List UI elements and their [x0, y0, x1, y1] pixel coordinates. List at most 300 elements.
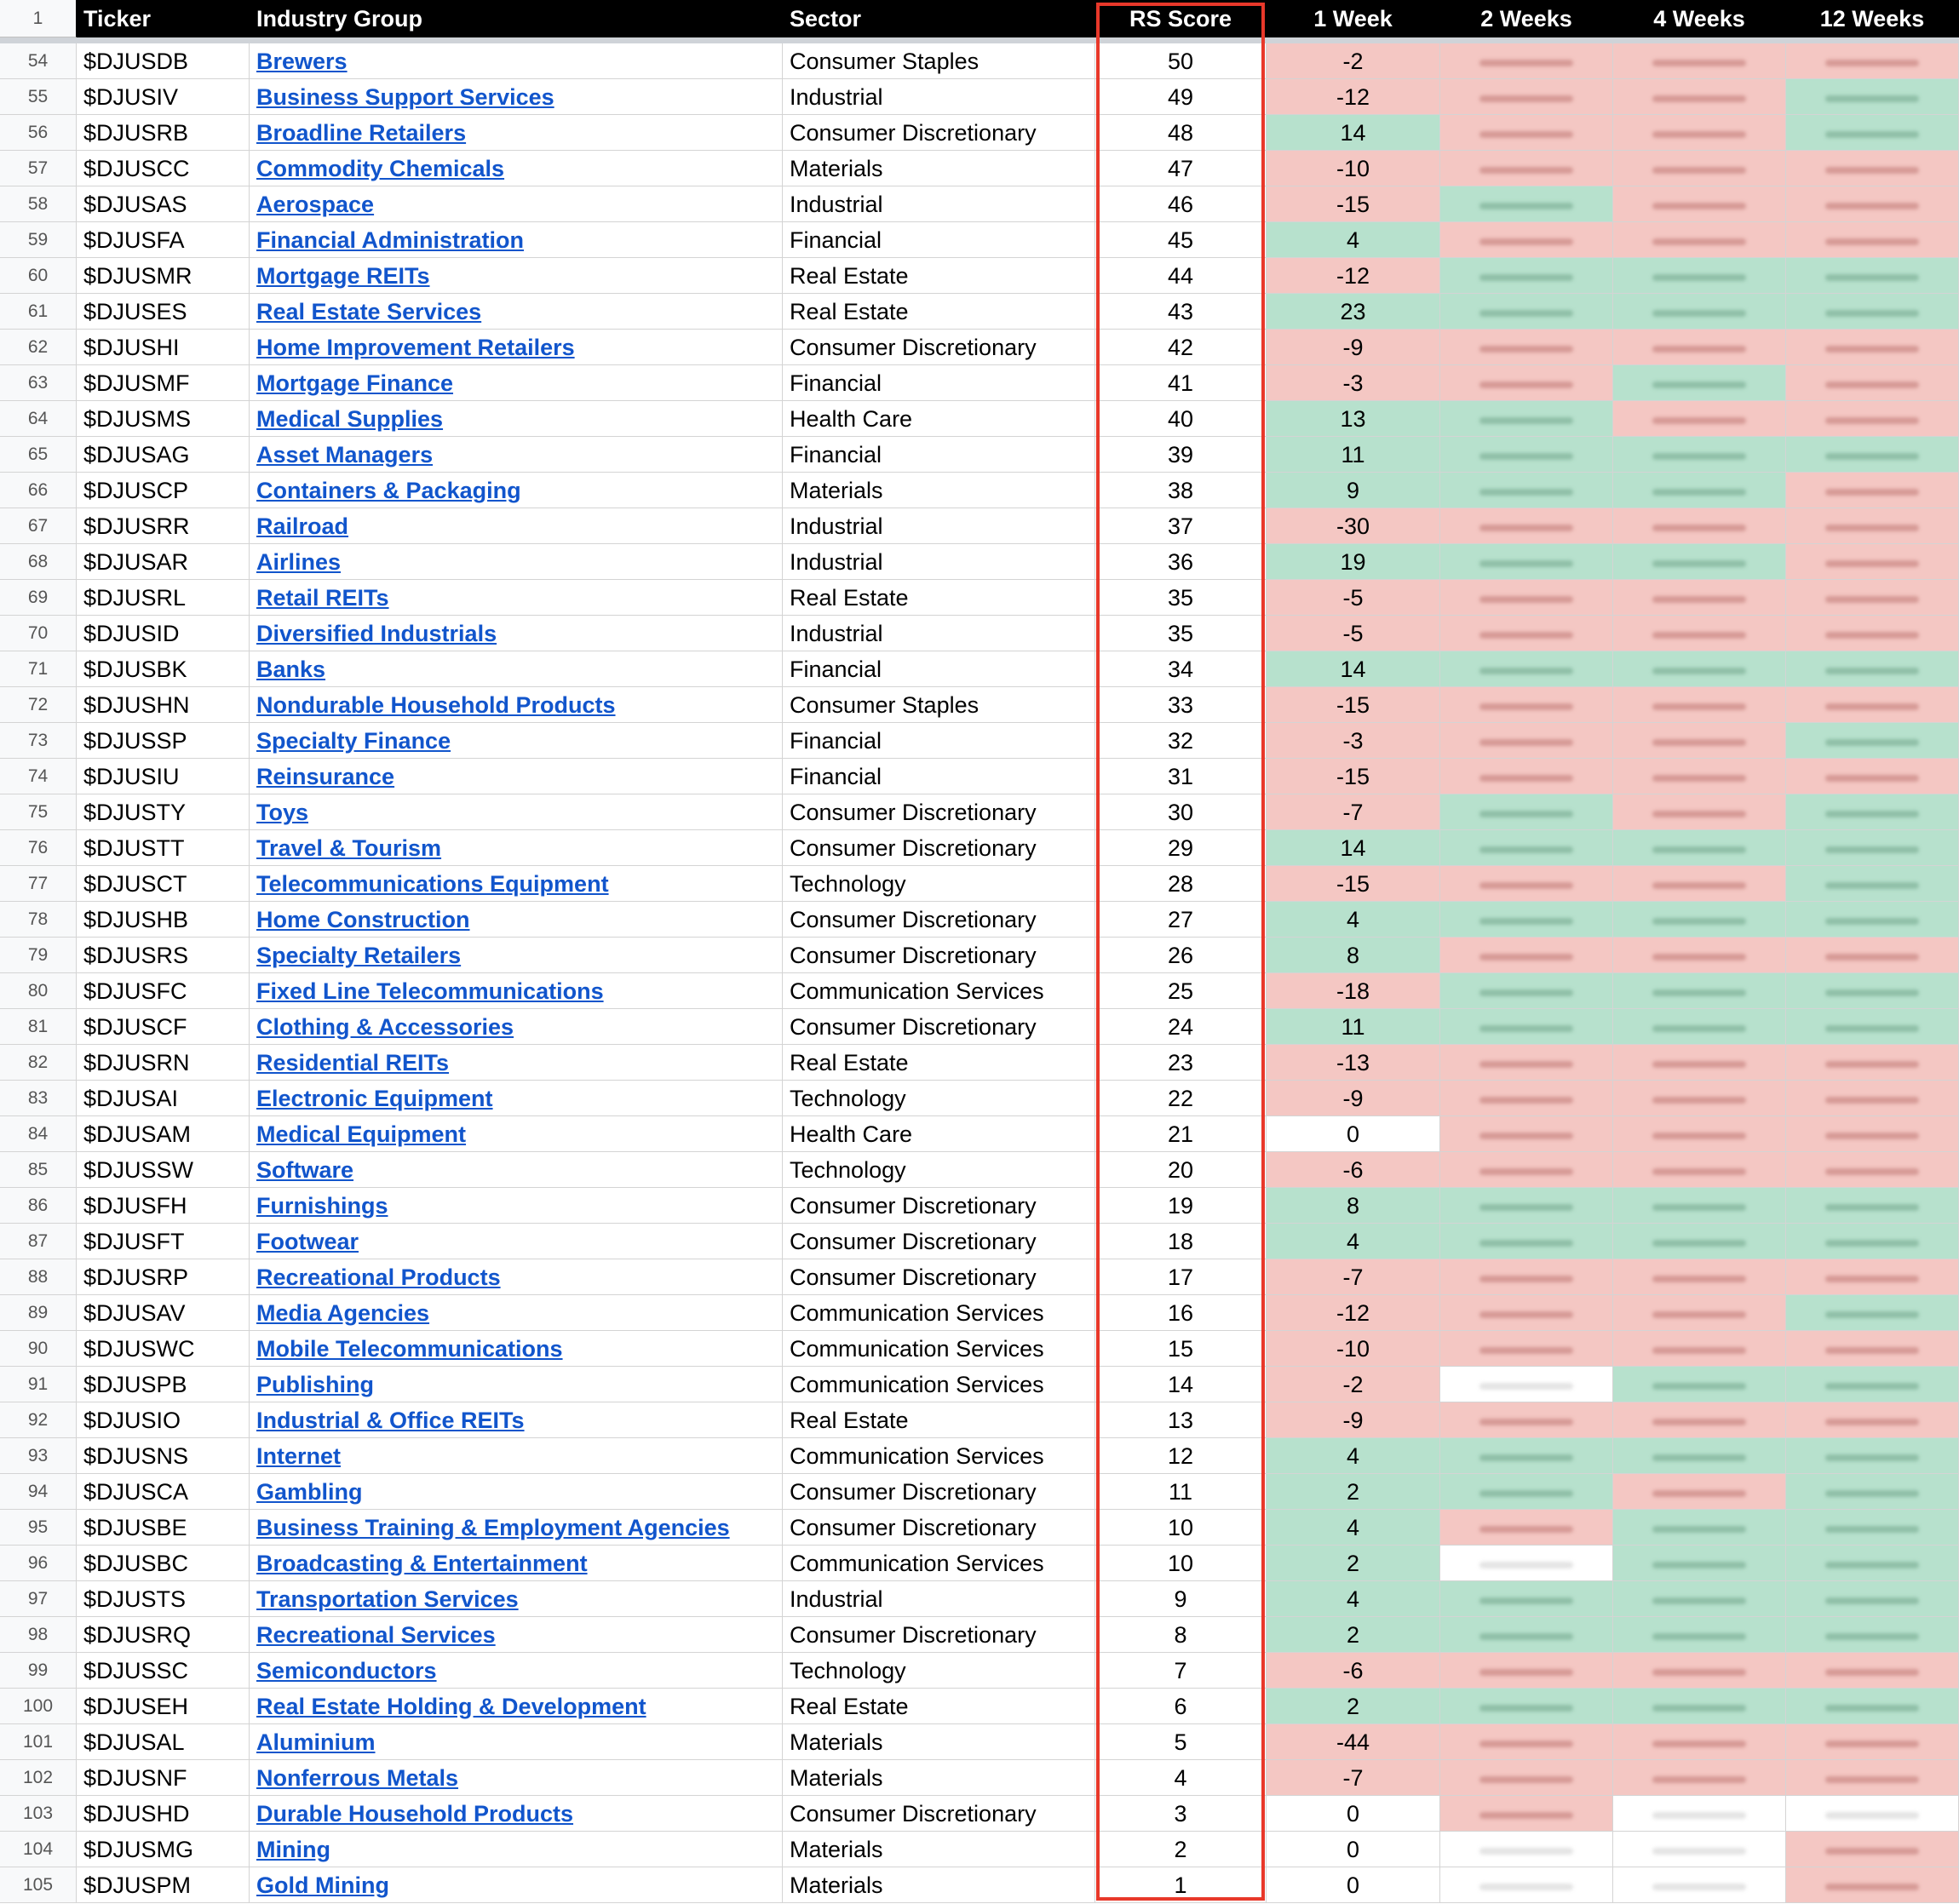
row-number[interactable]: 56 — [0, 115, 77, 151]
industry-group-cell[interactable] — [250, 687, 783, 723]
week4-change-cell[interactable] — [1613, 1331, 1786, 1367]
week1-change-cell[interactable]: 11 — [1267, 1009, 1440, 1045]
week4-change-cell[interactable] — [1613, 794, 1786, 830]
sector-cell[interactable]: Consumer Discretionary — [783, 1009, 1095, 1045]
row-number[interactable]: 94 — [0, 1474, 77, 1510]
rs-score-cell[interactable]: 5 — [1095, 1724, 1267, 1760]
week12-change-cell[interactable] — [1786, 330, 1959, 365]
industry-group-link[interactable]: Medical Equipment — [256, 1121, 467, 1147]
industry-group-cell[interactable] — [250, 1116, 783, 1152]
rs-score-cell[interactable]: 14 — [1095, 1367, 1267, 1402]
industry-group-cell[interactable] — [250, 1689, 783, 1724]
week4-change-cell[interactable] — [1613, 330, 1786, 365]
week1-change-cell[interactable]: -9 — [1267, 1081, 1440, 1116]
industry-group-link[interactable]: Reinsurance — [256, 764, 395, 789]
ticker-cell[interactable]: $DJUSCT — [77, 866, 250, 902]
week12-change-cell[interactable] — [1786, 401, 1959, 437]
week12-change-cell[interactable] — [1786, 1724, 1959, 1760]
week1-change-cell[interactable]: -12 — [1267, 1295, 1440, 1331]
row-number[interactable]: 98 — [0, 1617, 77, 1653]
sector-cell[interactable]: Consumer Discretionary — [783, 794, 1095, 830]
sector-cell[interactable]: Communication Services — [783, 1438, 1095, 1474]
week12-change-cell[interactable] — [1786, 508, 1959, 544]
week4-change-cell[interactable] — [1613, 401, 1786, 437]
industry-group-cell[interactable] — [250, 258, 783, 294]
week2-change-cell[interactable] — [1440, 902, 1613, 938]
ticker-cell[interactable]: $DJUSRB — [77, 115, 250, 151]
ticker-cell[interactable]: $DJUSBE — [77, 1510, 250, 1546]
ticker-cell[interactable]: $DJUSES — [77, 294, 250, 330]
ticker-cell[interactable]: $DJUSRR — [77, 508, 250, 544]
week1-change-cell[interactable]: -7 — [1267, 1760, 1440, 1796]
ticker-cell[interactable]: $DJUSNS — [77, 1438, 250, 1474]
week4-change-cell[interactable] — [1613, 580, 1786, 616]
rs-score-cell[interactable]: 25 — [1095, 973, 1267, 1009]
week2-change-cell[interactable] — [1440, 723, 1613, 759]
rs-score-cell[interactable]: 10 — [1095, 1546, 1267, 1581]
rs-score-cell[interactable]: 4 — [1095, 1760, 1267, 1796]
week12-change-cell[interactable] — [1786, 616, 1959, 651]
week2-change-cell[interactable] — [1440, 1295, 1613, 1331]
rs-score-cell[interactable]: 29 — [1095, 830, 1267, 866]
rs-score-cell[interactable]: 38 — [1095, 473, 1267, 508]
rs-score-cell[interactable]: 22 — [1095, 1081, 1267, 1116]
week1-change-cell[interactable]: -3 — [1267, 365, 1440, 401]
industry-group-link[interactable]: Banks — [256, 657, 326, 682]
week12-change-cell[interactable] — [1786, 723, 1959, 759]
ticker-cell[interactable]: $DJUSFC — [77, 973, 250, 1009]
week12-change-cell[interactable] — [1786, 115, 1959, 151]
industry-group-cell[interactable] — [250, 79, 783, 115]
sector-cell[interactable]: Consumer Discretionary — [783, 1259, 1095, 1295]
industry-group-cell[interactable] — [250, 1081, 783, 1116]
week1-change-cell[interactable]: -15 — [1267, 186, 1440, 222]
sector-cell[interactable]: Consumer Staples — [783, 43, 1095, 79]
week2-change-cell[interactable] — [1440, 79, 1613, 115]
industry-group-cell[interactable] — [250, 1832, 783, 1867]
week12-change-cell[interactable] — [1786, 1581, 1959, 1617]
ticker-cell[interactable]: $DJUSSC — [77, 1653, 250, 1689]
sector-cell[interactable]: Financial — [783, 651, 1095, 687]
sector-cell[interactable]: Consumer Discretionary — [783, 938, 1095, 973]
week1-change-cell[interactable]: -15 — [1267, 687, 1440, 723]
week1-change-cell[interactable]: -13 — [1267, 1045, 1440, 1081]
industry-group-cell[interactable] — [250, 830, 783, 866]
ticker-cell[interactable]: $DJUSAR — [77, 544, 250, 580]
week4-change-cell[interactable] — [1613, 1617, 1786, 1653]
sector-cell[interactable]: Technology — [783, 1152, 1095, 1188]
industry-group-cell[interactable] — [250, 1438, 783, 1474]
week4-change-cell[interactable] — [1613, 437, 1786, 473]
week12-change-cell[interactable] — [1786, 1009, 1959, 1045]
sector-cell[interactable]: Consumer Discretionary — [783, 902, 1095, 938]
ticker-cell[interactable]: $DJUSAS — [77, 186, 250, 222]
rs-score-cell[interactable]: 36 — [1095, 544, 1267, 580]
sector-cell[interactable]: Consumer Discretionary — [783, 830, 1095, 866]
week12-change-cell[interactable] — [1786, 1116, 1959, 1152]
industry-group-link[interactable]: Aluminium — [256, 1729, 376, 1755]
row-number[interactable]: 63 — [0, 365, 77, 401]
week4-change-cell[interactable] — [1613, 1367, 1786, 1402]
week1-change-cell[interactable]: 0 — [1267, 1832, 1440, 1867]
ticker-cell[interactable]: $DJUSRS — [77, 938, 250, 973]
week12-change-cell[interactable] — [1786, 1295, 1959, 1331]
week2-change-cell[interactable] — [1440, 294, 1613, 330]
ticker-cell[interactable]: $DJUSRQ — [77, 1617, 250, 1653]
week4-change-cell[interactable] — [1613, 79, 1786, 115]
ticker-cell[interactable]: $DJUSMF — [77, 365, 250, 401]
industry-group-link[interactable]: Home Improvement Retailers — [256, 335, 575, 360]
week4-change-cell[interactable] — [1613, 1689, 1786, 1724]
week12-change-cell[interactable] — [1786, 1081, 1959, 1116]
week1-change-cell[interactable]: -3 — [1267, 723, 1440, 759]
week4-change-cell[interactable] — [1613, 365, 1786, 401]
sector-cell[interactable]: Consumer Discretionary — [783, 1188, 1095, 1224]
ticker-cell[interactable]: $DJUSBC — [77, 1546, 250, 1581]
rs-score-cell[interactable]: 2 — [1095, 1832, 1267, 1867]
row-number[interactable]: 80 — [0, 973, 77, 1009]
sector-cell[interactable]: Health Care — [783, 1116, 1095, 1152]
week1-change-cell[interactable]: 23 — [1267, 294, 1440, 330]
industry-group-link[interactable]: Mobile Telecommunications — [256, 1336, 563, 1362]
week12-change-cell[interactable] — [1786, 1653, 1959, 1689]
sector-cell[interactable]: Financial — [783, 437, 1095, 473]
industry-group-cell[interactable] — [250, 973, 783, 1009]
rs-score-cell[interactable]: 15 — [1095, 1331, 1267, 1367]
week1-change-cell[interactable]: -7 — [1267, 794, 1440, 830]
week12-change-cell[interactable] — [1786, 1367, 1959, 1402]
week4-change-cell[interactable] — [1613, 1045, 1786, 1081]
sector-cell[interactable]: Financial — [783, 365, 1095, 401]
week2-change-cell[interactable] — [1440, 687, 1613, 723]
week4-change-cell[interactable] — [1613, 1188, 1786, 1224]
week2-change-cell[interactable] — [1440, 151, 1613, 186]
week2-change-cell[interactable] — [1440, 1510, 1613, 1546]
sector-cell[interactable]: Communication Services — [783, 1331, 1095, 1367]
rs-score-cell[interactable]: 13 — [1095, 1402, 1267, 1438]
ticker-cell[interactable]: $DJUSTS — [77, 1581, 250, 1617]
row-number[interactable]: 103 — [0, 1796, 77, 1832]
week12-change-cell[interactable] — [1786, 1224, 1959, 1259]
week4-change-cell[interactable] — [1613, 1259, 1786, 1295]
rs-score-cell[interactable]: 9 — [1095, 1581, 1267, 1617]
row-number[interactable]: 83 — [0, 1081, 77, 1116]
week4-change-cell[interactable] — [1613, 294, 1786, 330]
industry-group-cell[interactable] — [250, 1402, 783, 1438]
week4-change-cell[interactable] — [1613, 973, 1786, 1009]
row-number[interactable]: 54 — [0, 43, 77, 79]
row-number[interactable]: 95 — [0, 1510, 77, 1546]
week12-change-cell[interactable] — [1786, 544, 1959, 580]
row-number[interactable]: 87 — [0, 1224, 77, 1259]
week1-change-cell[interactable]: 2 — [1267, 1546, 1440, 1581]
week12-column-header[interactable]: 12 Weeks — [1786, 0, 1959, 37]
week1-change-cell[interactable]: -12 — [1267, 258, 1440, 294]
industry-group-cell[interactable] — [250, 1617, 783, 1653]
week2-change-cell[interactable] — [1440, 1402, 1613, 1438]
ticker-cell[interactable]: $DJUSSP — [77, 723, 250, 759]
row-number[interactable]: 58 — [0, 186, 77, 222]
sector-cell[interactable]: Industrial — [783, 616, 1095, 651]
week2-change-cell[interactable] — [1440, 1009, 1613, 1045]
industry-group-link[interactable]: Broadcasting & Entertainment — [256, 1551, 588, 1576]
week2-change-cell[interactable] — [1440, 580, 1613, 616]
week1-change-cell[interactable]: 14 — [1267, 651, 1440, 687]
sector-cell[interactable]: Financial — [783, 222, 1095, 258]
week12-change-cell[interactable] — [1786, 473, 1959, 508]
ticker-cell[interactable]: $DJUSEH — [77, 1689, 250, 1724]
industry-group-cell[interactable] — [250, 794, 783, 830]
week1-change-cell[interactable]: -2 — [1267, 1367, 1440, 1402]
industry-group-cell[interactable] — [250, 43, 783, 79]
week1-change-cell[interactable]: -9 — [1267, 330, 1440, 365]
week2-change-cell[interactable] — [1440, 186, 1613, 222]
industry-group-link[interactable]: Diversified Industrials — [256, 621, 497, 646]
sector-cell[interactable]: Technology — [783, 866, 1095, 902]
sector-cell[interactable]: Real Estate — [783, 1689, 1095, 1724]
rs-score-cell[interactable]: 34 — [1095, 651, 1267, 687]
week12-change-cell[interactable] — [1786, 1796, 1959, 1832]
week1-change-cell[interactable]: -5 — [1267, 580, 1440, 616]
row-number[interactable]: 61 — [0, 294, 77, 330]
week1-change-cell[interactable]: -7 — [1267, 1259, 1440, 1295]
industry-group-cell[interactable] — [250, 1045, 783, 1081]
industry-group-cell[interactable] — [250, 1367, 783, 1402]
week12-change-cell[interactable] — [1786, 151, 1959, 186]
industry-group-cell[interactable] — [250, 759, 783, 794]
week2-change-cell[interactable] — [1440, 1546, 1613, 1581]
week12-change-cell[interactable] — [1786, 1760, 1959, 1796]
sector-cell[interactable]: Industrial — [783, 508, 1095, 544]
rs-score-cell[interactable]: 40 — [1095, 401, 1267, 437]
industry-group-link[interactable]: Home Construction — [256, 907, 470, 932]
week2-change-cell[interactable] — [1440, 1045, 1613, 1081]
week2-change-cell[interactable] — [1440, 1188, 1613, 1224]
industry-group-link[interactable]: Recreational Products — [256, 1265, 501, 1290]
row-number[interactable]: 57 — [0, 151, 77, 186]
week12-change-cell[interactable] — [1786, 1188, 1959, 1224]
week12-change-cell[interactable] — [1786, 1402, 1959, 1438]
ticker-cell[interactable]: $DJUSHD — [77, 1796, 250, 1832]
ticker-cell[interactable]: $DJUSMS — [77, 401, 250, 437]
industry-group-cell[interactable] — [250, 365, 783, 401]
week4-change-cell[interactable] — [1613, 1009, 1786, 1045]
industry-group-link[interactable]: Brewers — [256, 49, 348, 74]
week4-change-cell[interactable] — [1613, 258, 1786, 294]
industry-group-cell[interactable] — [250, 938, 783, 973]
week12-change-cell[interactable] — [1786, 830, 1959, 866]
ticker-cell[interactable]: $DJUSTT — [77, 830, 250, 866]
week4-change-cell[interactable] — [1613, 1796, 1786, 1832]
industry-group-cell[interactable] — [250, 330, 783, 365]
week1-change-cell[interactable]: -6 — [1267, 1653, 1440, 1689]
industry-group-cell[interactable] — [250, 115, 783, 151]
ticker-cell[interactable]: $DJUSIV — [77, 79, 250, 115]
industry-group-cell[interactable] — [250, 1295, 783, 1331]
row-number[interactable]: 77 — [0, 866, 77, 902]
industry-group-cell[interactable] — [250, 1474, 783, 1510]
ticker-cell[interactable]: $DJUSTY — [77, 794, 250, 830]
sector-cell[interactable]: Consumer Discretionary — [783, 1510, 1095, 1546]
sector-cell[interactable]: Materials — [783, 151, 1095, 186]
industry-group-cell[interactable] — [250, 616, 783, 651]
row-number[interactable]: 55 — [0, 79, 77, 115]
week2-change-cell[interactable] — [1440, 1724, 1613, 1760]
industry-group-link[interactable]: Telecommunications Equipment — [256, 871, 609, 897]
week1-change-cell[interactable]: 0 — [1267, 1867, 1440, 1903]
row-number[interactable]: 91 — [0, 1367, 77, 1402]
sector-cell[interactable]: Financial — [783, 723, 1095, 759]
industry-group-link[interactable]: Internet — [256, 1443, 342, 1469]
ticker-cell[interactable]: $DJUSRL — [77, 580, 250, 616]
week1-change-cell[interactable]: 19 — [1267, 544, 1440, 580]
rs-score-cell[interactable]: 33 — [1095, 687, 1267, 723]
ticker-cell[interactable]: $DJUSRN — [77, 1045, 250, 1081]
week12-change-cell[interactable] — [1786, 866, 1959, 902]
week4-change-cell[interactable] — [1613, 1438, 1786, 1474]
industry-group-cell[interactable] — [250, 902, 783, 938]
week4-change-cell[interactable] — [1613, 115, 1786, 151]
week2-change-cell[interactable] — [1440, 1331, 1613, 1367]
rs-score-cell[interactable]: 8 — [1095, 1617, 1267, 1653]
week1-change-cell[interactable]: 11 — [1267, 437, 1440, 473]
row-number[interactable]: 93 — [0, 1438, 77, 1474]
sector-cell[interactable]: Consumer Discretionary — [783, 115, 1095, 151]
row-number[interactable]: 66 — [0, 473, 77, 508]
rs-score-cell[interactable]: 19 — [1095, 1188, 1267, 1224]
rs-score-cell[interactable]: 11 — [1095, 1474, 1267, 1510]
week2-change-cell[interactable] — [1440, 1760, 1613, 1796]
row-number[interactable]: 72 — [0, 687, 77, 723]
week2-change-cell[interactable] — [1440, 1689, 1613, 1724]
week2-change-cell[interactable] — [1440, 759, 1613, 794]
industry-group-link[interactable]: Industrial & Office REITs — [256, 1408, 525, 1433]
week4-change-cell[interactable] — [1613, 473, 1786, 508]
sector-cell[interactable]: Consumer Discretionary — [783, 330, 1095, 365]
industry-group-link[interactable]: Specialty Retailers — [256, 943, 462, 968]
week12-change-cell[interactable] — [1786, 1045, 1959, 1081]
week4-change-cell[interactable] — [1613, 1724, 1786, 1760]
week2-change-cell[interactable] — [1440, 473, 1613, 508]
industry-group-cell[interactable] — [250, 1188, 783, 1224]
week4-change-cell[interactable] — [1613, 759, 1786, 794]
week1-change-cell[interactable]: 9 — [1267, 473, 1440, 508]
industry-group-link[interactable]: Electronic Equipment — [256, 1086, 493, 1111]
week12-change-cell[interactable] — [1786, 794, 1959, 830]
sector-cell[interactable]: Materials — [783, 1867, 1095, 1903]
week1-change-cell[interactable]: 2 — [1267, 1617, 1440, 1653]
week12-change-cell[interactable] — [1786, 1474, 1959, 1510]
rs-score-cell[interactable]: 6 — [1095, 1689, 1267, 1724]
industry-group-cell[interactable] — [250, 222, 783, 258]
industry-group-cell[interactable] — [250, 508, 783, 544]
week2-change-cell[interactable] — [1440, 1081, 1613, 1116]
week1-change-cell[interactable]: -5 — [1267, 616, 1440, 651]
week4-change-cell[interactable] — [1613, 1510, 1786, 1546]
week2-change-cell[interactable] — [1440, 1796, 1613, 1832]
week4-change-cell[interactable] — [1613, 1832, 1786, 1867]
industry-group-link[interactable]: Mortgage REITs — [256, 263, 430, 289]
week2-change-cell[interactable] — [1440, 43, 1613, 79]
industry-group-cell[interactable] — [250, 1724, 783, 1760]
row-number[interactable]: 82 — [0, 1045, 77, 1081]
rs-score-cell[interactable]: 46 — [1095, 186, 1267, 222]
sector-cell[interactable]: Financial — [783, 759, 1095, 794]
row-number[interactable]: 100 — [0, 1689, 77, 1724]
rs-score-cell[interactable]: 28 — [1095, 866, 1267, 902]
row-number[interactable]: 90 — [0, 1331, 77, 1367]
week4-change-cell[interactable] — [1613, 508, 1786, 544]
rs-score-cell[interactable]: 32 — [1095, 723, 1267, 759]
week1-change-cell[interactable]: 4 — [1267, 1438, 1440, 1474]
row-number[interactable]: 70 — [0, 616, 77, 651]
industry-group-cell[interactable] — [250, 723, 783, 759]
sector-cell[interactable]: Real Estate — [783, 294, 1095, 330]
row-number[interactable]: 79 — [0, 938, 77, 973]
week1-change-cell[interactable]: -10 — [1267, 151, 1440, 186]
week1-change-cell[interactable]: 4 — [1267, 902, 1440, 938]
week1-change-cell[interactable]: -15 — [1267, 866, 1440, 902]
week12-change-cell[interactable] — [1786, 1617, 1959, 1653]
row-number[interactable]: 60 — [0, 258, 77, 294]
week1-change-cell[interactable]: -30 — [1267, 508, 1440, 544]
industry-group-link[interactable]: Residential REITs — [256, 1050, 450, 1075]
week4-change-cell[interactable] — [1613, 1224, 1786, 1259]
week2-change-cell[interactable] — [1440, 365, 1613, 401]
rs-score-cell[interactable]: 45 — [1095, 222, 1267, 258]
week12-change-cell[interactable] — [1786, 79, 1959, 115]
ticker-cell[interactable]: $DJUSCA — [77, 1474, 250, 1510]
industry-group-link[interactable]: Aerospace — [256, 192, 375, 217]
rs-score-cell[interactable]: 35 — [1095, 580, 1267, 616]
row-number[interactable]: 84 — [0, 1116, 77, 1152]
week4-change-cell[interactable] — [1613, 1116, 1786, 1152]
industry-group-link[interactable]: Nonferrous Metals — [256, 1765, 459, 1791]
week4-change-cell[interactable] — [1613, 723, 1786, 759]
week1-change-cell[interactable]: 4 — [1267, 1581, 1440, 1617]
ticker-cell[interactable]: $DJUSHN — [77, 687, 250, 723]
week4-change-cell[interactable] — [1613, 1867, 1786, 1903]
week2-change-cell[interactable] — [1440, 616, 1613, 651]
week12-change-cell[interactable] — [1786, 651, 1959, 687]
industry-group-link[interactable]: Durable Household Products — [256, 1801, 574, 1827]
week1-change-cell[interactable]: 14 — [1267, 830, 1440, 866]
week4-change-cell[interactable] — [1613, 222, 1786, 258]
industry-group-cell[interactable] — [250, 580, 783, 616]
week4-change-cell[interactable] — [1613, 866, 1786, 902]
rs-score-cell[interactable]: 41 — [1095, 365, 1267, 401]
industry-group-link[interactable]: Commodity Chemicals — [256, 156, 505, 181]
industry-group-link[interactable]: Software — [256, 1157, 354, 1183]
week2-change-cell[interactable] — [1440, 222, 1613, 258]
industry-group-cell[interactable] — [250, 651, 783, 687]
ticker-cell[interactable]: $DJUSDB — [77, 43, 250, 79]
week4-change-cell[interactable] — [1613, 151, 1786, 186]
row-number[interactable]: 68 — [0, 544, 77, 580]
industry-group-cell[interactable] — [250, 1259, 783, 1295]
industry-group-link[interactable]: Mortgage Finance — [256, 370, 454, 396]
week12-change-cell[interactable] — [1786, 294, 1959, 330]
row-number[interactable]: 69 — [0, 580, 77, 616]
week12-change-cell[interactable] — [1786, 222, 1959, 258]
industry-group-link[interactable]: Gambling — [256, 1479, 363, 1505]
sector-column-header[interactable]: Sector — [783, 0, 1095, 37]
sector-cell[interactable]: Real Estate — [783, 1045, 1095, 1081]
industry-group-column-header[interactable]: Industry Group — [250, 0, 783, 37]
industry-group-cell[interactable] — [250, 294, 783, 330]
week1-change-cell[interactable]: 4 — [1267, 1510, 1440, 1546]
ticker-cell[interactable]: $DJUSAV — [77, 1295, 250, 1331]
